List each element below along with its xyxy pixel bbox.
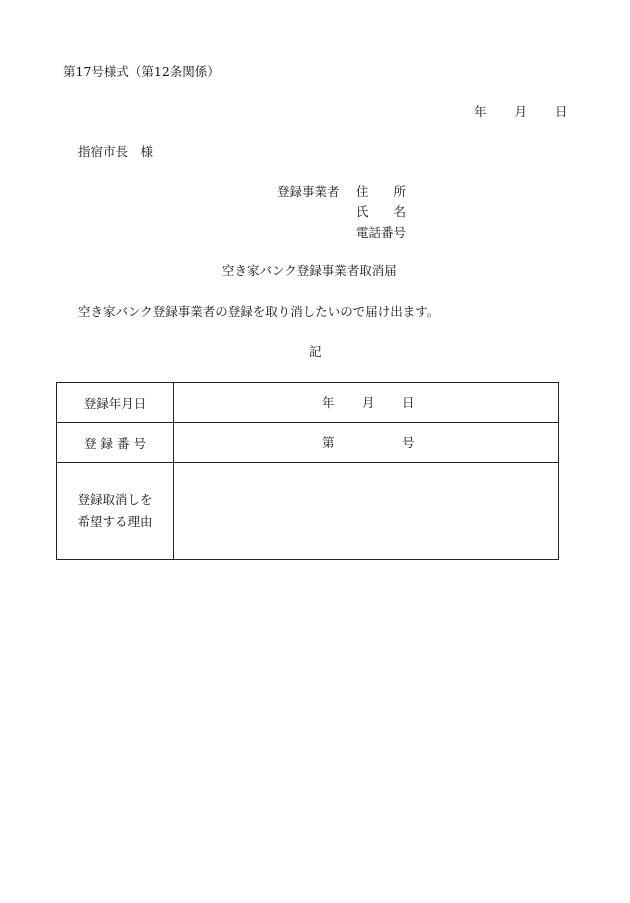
name-field-label: 氏 名 — [356, 204, 407, 219]
reason-label-line2: 希望する理由 — [77, 514, 153, 529]
registration-date-field[interactable] — [174, 383, 559, 423]
submission-date — [474, 106, 568, 119]
registration-number-label: 登 録 番 号 — [57, 423, 174, 463]
addressee: 指宿市長 様 — [78, 144, 154, 159]
reason-label — [57, 463, 174, 560]
registration-number-field[interactable] — [174, 423, 559, 463]
phone-field-label: 電話番号 — [356, 225, 407, 240]
reg-date-month: 月 — [362, 395, 375, 410]
date-month: 月 — [514, 104, 528, 119]
table-row — [57, 463, 559, 560]
document-title: 空き家バンク登録事業者取消届 — [222, 263, 397, 278]
reg-date-year: 年 — [322, 395, 335, 410]
applicant-label: 登録事業者 — [277, 184, 340, 199]
table-row — [57, 423, 559, 463]
date-day: 日 — [555, 104, 568, 119]
registration-date-label: 登録年月日 — [57, 383, 174, 423]
reg-number-prefix: 第 — [322, 435, 335, 450]
ki-heading: 記 — [309, 344, 322, 359]
table-row — [57, 383, 559, 423]
address-field-label: 住 所 — [356, 184, 407, 199]
reg-number-suffix: 号 — [402, 435, 415, 450]
details-table — [56, 382, 559, 560]
date-year: 年 — [474, 104, 487, 119]
reason-label-line1: 登録取消しを — [77, 492, 153, 507]
reason-field[interactable] — [174, 463, 559, 560]
body-text: 空き家バンク登録事業者の登録を取り消したいので届け出ます。 — [78, 304, 440, 319]
reg-date-day: 日 — [402, 395, 415, 410]
form-number: 第17号様式（第12条関係） — [63, 64, 220, 79]
